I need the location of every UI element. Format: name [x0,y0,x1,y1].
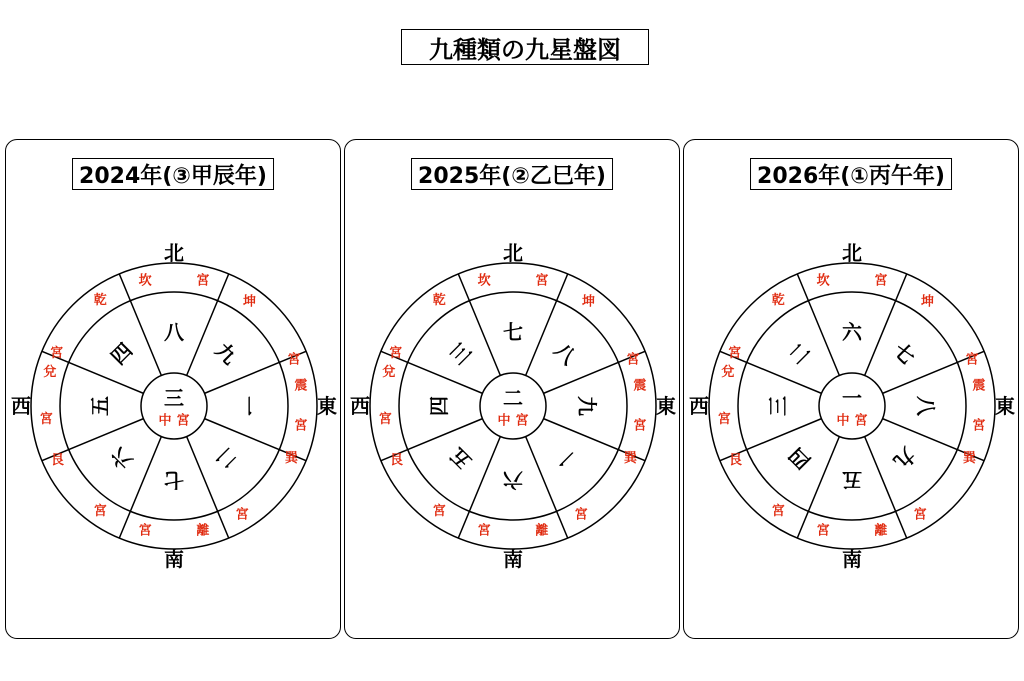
page-title: 九種類の九星盤図 [401,29,649,65]
direction-south: 南 [842,547,862,571]
palace-label: 宮 [728,346,742,362]
palace-label: 震 [972,378,986,394]
star-ne: 七 [888,338,920,370]
direction-south: 南 [503,547,523,571]
nine-star-board [6,140,342,640]
star-se: 九 [888,442,920,474]
palace-label: 宮 [874,273,888,289]
star-n: 八 [164,320,184,344]
palace-label: 宮 [50,346,64,362]
star-ne: 八 [549,338,581,370]
nine-star-board [684,140,1020,640]
palace-label: 巽 [623,450,637,466]
star-w: 五 [88,396,112,416]
star-center: 一 [842,386,862,410]
star-w: 四 [427,396,451,416]
board-title: 2025年(②乙巳年) [411,158,613,190]
palace-label: 宮 [138,523,152,539]
palace-label: 宮 [378,411,392,427]
star-s: 六 [503,468,523,492]
star-e: 八 [914,396,938,416]
palace-label: 兌 [382,365,396,381]
palace-label: 離 [196,523,210,539]
palace-label: 坤 [921,294,935,310]
palace-label: 巽 [284,450,298,466]
star-se: 一 [549,442,581,474]
direction-west: 西 [350,394,370,418]
direction-east: 東 [995,394,1015,418]
board-panel-2026 [683,139,1019,639]
direction-north: 北 [503,241,523,265]
star-e: 一 [236,396,260,416]
palace-label: 坎 [816,273,830,289]
palace-label: 震 [294,378,308,394]
center-palace-label: 宮 [515,413,529,429]
palace-label: 宮 [626,352,640,368]
star-w: 三 [766,396,790,416]
palace-label: 宮 [235,507,249,523]
star-nw: 四 [106,338,138,370]
palace-label: 乾 [771,293,785,309]
star-se: 二 [210,442,242,474]
palace-label: 宮 [574,507,588,523]
center-palace-label: 宮 [854,413,868,429]
palace-label: 宮 [771,503,785,519]
palace-label: 艮 [729,452,743,468]
direction-east: 東 [656,394,676,418]
palace-label: 宮 [196,273,210,289]
palace-label: 乾 [93,293,107,309]
palace-label: 宮 [389,346,403,362]
star-e: 九 [575,396,599,416]
star-nw: 二 [784,338,816,370]
palace-label: 艮 [390,452,404,468]
palace-label: 宮 [93,503,107,519]
star-s: 五 [842,468,862,492]
direction-west: 西 [11,394,31,418]
palace-label: 宮 [965,352,979,368]
palace-label: 宮 [972,418,986,434]
star-n: 七 [503,320,523,344]
star-sw: 五 [445,442,477,474]
palace-label: 宮 [39,411,53,427]
board-panel-2025 [344,139,680,639]
direction-north: 北 [164,241,184,265]
palace-label: 巽 [962,450,976,466]
palace-label: 乾 [432,293,446,309]
star-ne: 九 [210,338,242,370]
direction-north: 北 [842,241,862,265]
palace-label: 兌 [721,365,735,381]
star-sw: 六 [106,442,138,474]
palace-label: 宮 [432,503,446,519]
palace-label: 坎 [138,273,152,289]
palace-label: 坤 [582,294,596,310]
center-palace-label: 中 [497,413,511,429]
palace-label: 震 [633,378,647,394]
board-title: 2026年(①丙午年) [750,158,952,190]
nine-star-board [345,140,681,640]
board-panel-2024 [5,139,341,639]
palace-label: 宮 [477,523,491,539]
direction-east: 東 [317,394,337,418]
palace-label: 兌 [43,365,57,381]
board-title: 2024年(③甲辰年) [72,158,274,190]
star-center: 三 [164,386,184,410]
palace-label: 宮 [294,418,308,434]
star-s: 七 [164,468,184,492]
center-palace-label: 宮 [176,413,190,429]
palace-label: 宮 [633,418,647,434]
palace-label: 坎 [477,273,491,289]
direction-west: 西 [689,394,709,418]
palace-label: 宮 [287,352,301,368]
star-sw: 四 [784,442,816,474]
star-center: 二 [503,386,523,410]
palace-label: 宮 [816,523,830,539]
palace-label: 離 [535,523,549,539]
direction-south: 南 [164,547,184,571]
center-palace-label: 中 [158,413,172,429]
palace-label: 艮 [51,452,65,468]
center-palace-label: 中 [836,413,850,429]
star-nw: 三 [445,338,477,370]
palace-label: 離 [874,523,888,539]
palace-label: 坤 [243,294,257,310]
palace-label: 宮 [913,507,927,523]
palace-label: 宮 [535,273,549,289]
palace-label: 宮 [717,411,731,427]
star-n: 六 [842,320,862,344]
